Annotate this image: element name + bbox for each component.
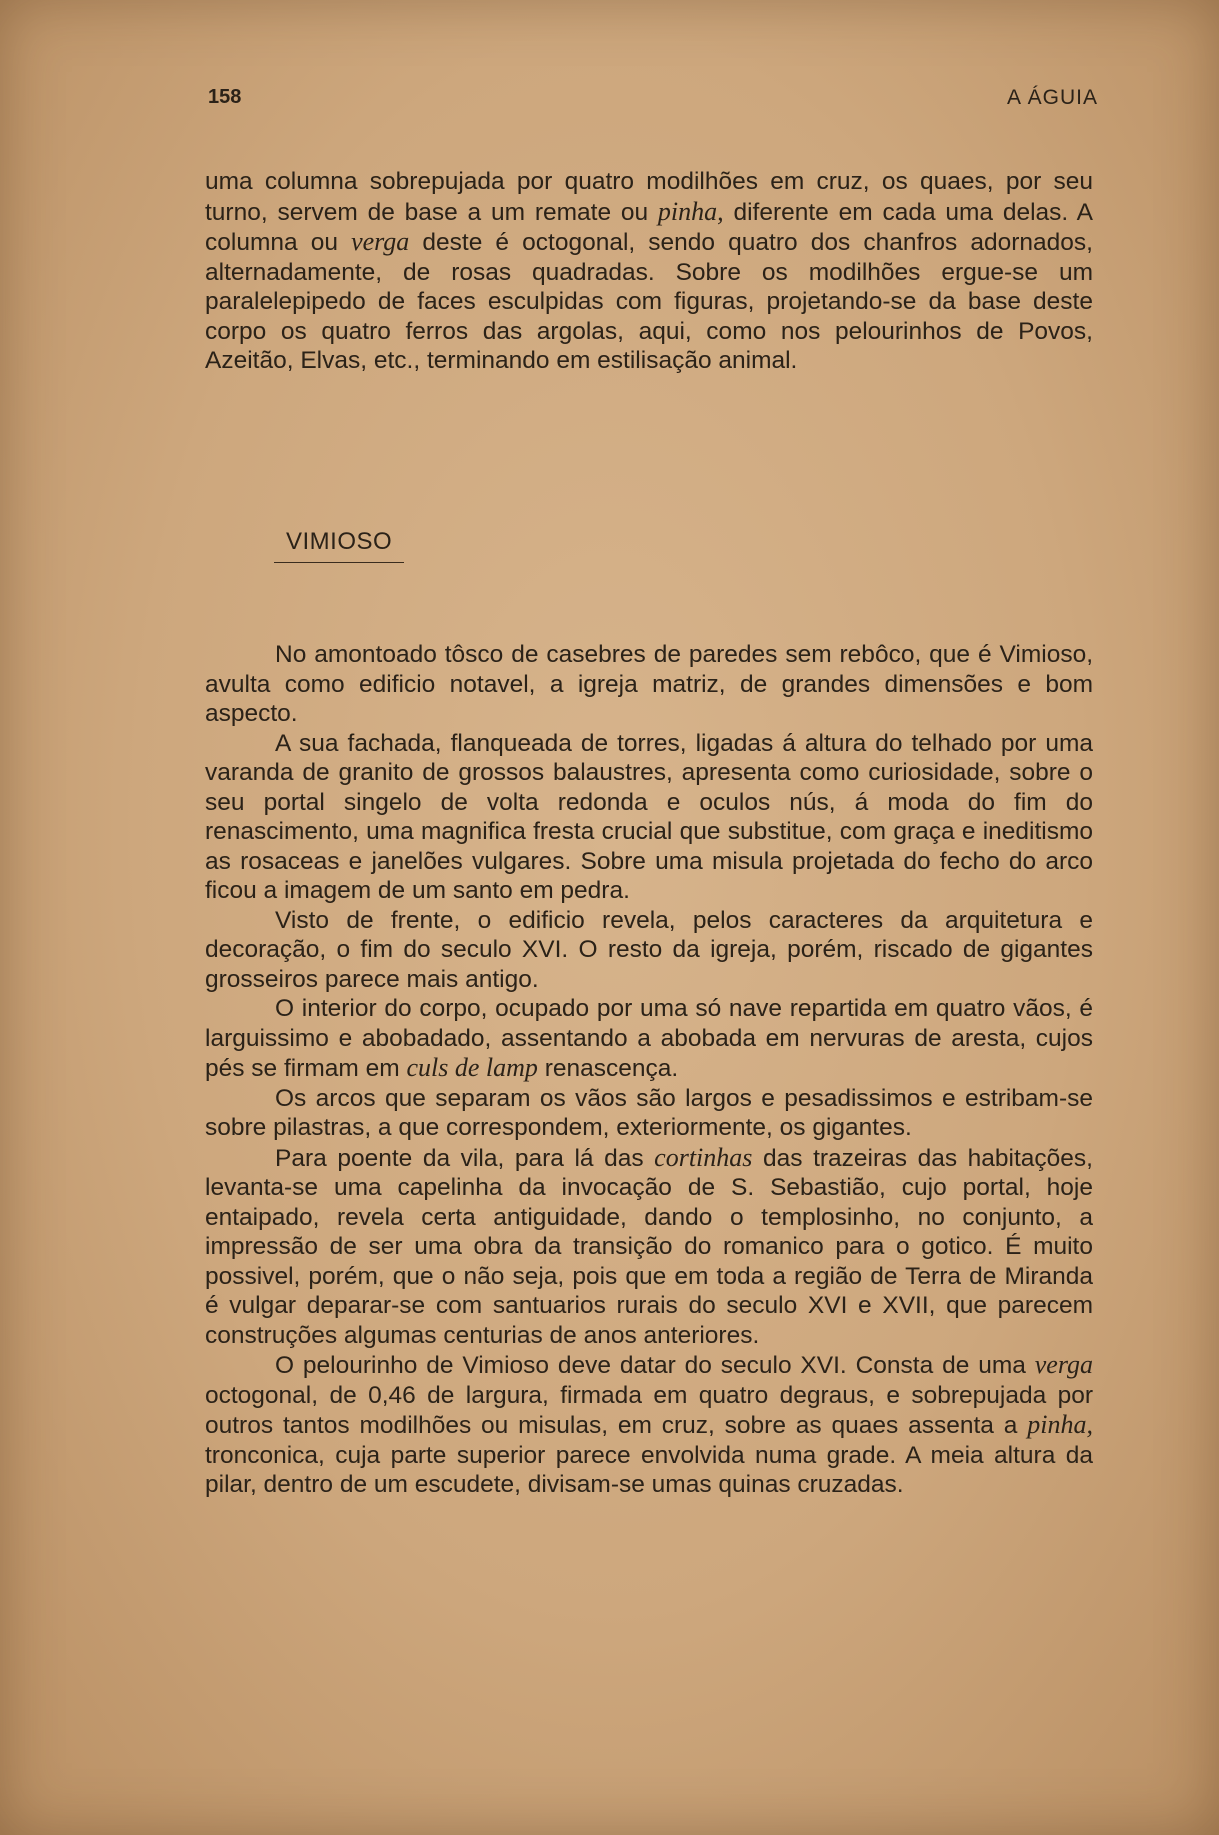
text-run: octogonal, de 0,46 de largura, firmada em quatro degraus, e sobrepujada por outros tantos modilhões ou misulas, em cruz, sobre as quaes assenta a [205,1381,1093,1439]
page-header [208,86,1098,116]
text-run: Para poente da vila, para lá das [275,1144,655,1172]
text-run: diferente em cada uma delas. A columna ou [205,198,1093,256]
text-run: uma columna sobrepujada por quatro modilhões em cruz, os quaes, por seu turno, servem de base a um remate ou [205,168,1093,226]
paragraph: A sua fachada, flanqueada de torres, ligadas á altura do telhado por uma varanda de granito de grossos balaustres, apresenta como curiosidade, sobre o seu portal singelo de volta redonda e oculos nús, á moda do fim do renascimento, uma magnifica fresta crucial que substitue, com graça e ineditismo as rosaceas e janelões vulgares. Sobre uma misula projetada do fecho do arco ficou a imagem de um santo em pedra. [205,729,1093,904]
page-number: 158 [208,86,242,108]
intro-paragraph-block [205,167,1093,376]
intro-paragraph [205,167,1093,376]
text-run: renascença. [537,1055,679,1082]
text-run: O pelourinho de Vimioso deve datar do seculo XVI. Consta de uma [275,1352,1035,1379]
italic-term: verga [351,227,410,256]
paragraph: Visto de frente, o edificio revela, pelos caracteres da arquitetura e decoração, o fim do seculo XVI. O resto da igreja, porém, riscado de gigantes grosseiros parece mais antigo. [205,906,1093,993]
paragraph [205,1350,1093,1500]
paragraph [205,1143,1093,1351]
italic-term: pinha, [657,196,724,226]
text-run: deste é octogonal, sendo quatro dos chanfros adornados, alternadamente, de rosas quadradas. Sobre os modilhões ergue-se um paralelepipedo de faces esculpidas com figuras, projetando-se da base deste corpo os quatro ferros das argolas, aqui, como nos pelourinhos de Povos, Azeitão, Elvas, etc., terminando em estilisação animal. [205,229,1093,374]
paragraph: Os arcos que separam os vãos são largos e pesadissimos e estribam-se sobre pilastras, a que correspondem, exteriormente, os gigantes. [205,1084,1093,1141]
section-body [205,640,1093,1500]
italic-term: verga [1034,1350,1093,1379]
section-heading: VIMIOSO [274,528,404,563]
italic-term: cortinhas [654,1142,753,1172]
text-run: O interior do corpo, ocupado por uma só nave repartida em quatro vãos, é larguissimo e abobadado, assentando a abobada em nervuras de aresta, cujos pés se firmam em [205,995,1093,1082]
paragraph [205,994,1093,1084]
text-run: tronconica, cuja parte superior parece envolvida numa grade. A meia altura da pilar, dentro de um escudete, divisam-se umas quinas cruzadas. [205,1441,1093,1498]
running-title: A ÁGUIA [1006,86,1098,109]
italic-term: pinha, [1027,1410,1093,1439]
text-run: das trazeiras das habitações, levanta-se uma capelinha da invocação de S. Sebastião, cujo portal, hoje entaipado, revela certa antiguidade, dando o templosinho, no conjunto, a impressão de ser uma obra da transição do romanico para o gotico. É muito possivel, porém, que o não seja, pois que em toda a região de Terra de Miranda é vulgar deparar-se com santuarios rurais do seculo XVI e XVII, que parecem construções algumas centurias de anos anteriores. [205,1144,1093,1349]
paragraph: No amontoado tôsco de casebres de paredes sem rebôco, que é Vimioso, avulta como edificio notavel, a igreja matriz, de grandes dimensões e bom aspecto. [205,641,1093,727]
italic-term: culs de lamp [406,1053,538,1082]
